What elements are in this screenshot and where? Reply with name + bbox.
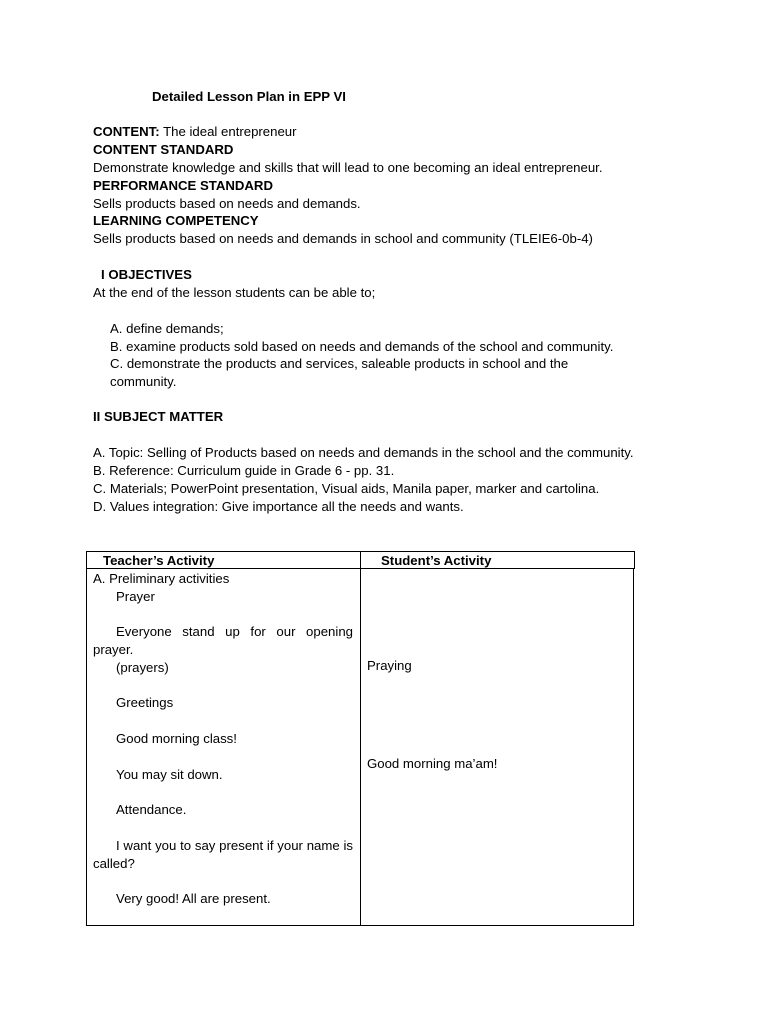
teacher-prayer: Prayer <box>116 589 155 604</box>
content-label: CONTENT: <box>93 124 160 139</box>
objective-item-continued: community. <box>110 374 177 389</box>
student-good-morning-reply: Good morning ma’am! <box>367 756 498 771</box>
activity-table <box>86 551 635 926</box>
learning-competency-text: Sells products based on needs and demands in school and community (TLEIE6-0b-4) <box>93 231 593 246</box>
teacher-preliminary: A. Preliminary activities <box>93 571 230 586</box>
subject-matter-item: D. Values integration: Give importance all the needs and wants. <box>93 499 464 514</box>
table-header-divider <box>360 551 361 569</box>
performance-standard-text: Sells products based on needs and demands. <box>93 196 361 211</box>
objective-item: A. define demands; <box>110 321 224 336</box>
teacher-greetings: Greetings <box>116 695 174 710</box>
header-student-activity: Student’s Activity <box>381 553 492 568</box>
performance-standard-heading: PERFORMANCE STANDARD <box>93 178 273 193</box>
subject-matter-heading: II SUBJECT MATTER <box>93 409 224 424</box>
content-value: The ideal entrepreneur <box>163 124 297 139</box>
objectives-intro: At the end of the lesson students can be able to; <box>93 285 376 300</box>
objective-item: C. demonstrate the products and services, saleable products in school and the <box>110 356 569 371</box>
subject-matter-item: A. Topic: Selling of Products based on needs and demands in the school and the community. <box>93 445 634 460</box>
teacher-good-morning: Good morning class! <box>116 731 237 746</box>
teacher-attendance: Attendance. <box>116 802 187 817</box>
objectives-heading: I OBJECTIVES <box>101 267 192 282</box>
teacher-prayers: (prayers) <box>116 660 169 675</box>
header-teacher-activity: Teacher’s Activity <box>103 553 215 568</box>
objective-item: B. examine products sold based on needs and demands of the school and community. <box>110 339 614 354</box>
subject-matter-item: C. Materials; PowerPoint presentation, Visual aids, Manila paper, marker and cartolina. <box>93 481 600 496</box>
teacher-say-present: I want you to say present if your name is called? <box>93 838 353 871</box>
learning-competency-heading: LEARNING COMPETENCY <box>93 213 259 228</box>
table-column-divider <box>360 569 361 926</box>
content-standard-heading: CONTENT STANDARD <box>93 142 234 157</box>
teacher-sit-down: You may sit down. <box>116 767 223 782</box>
subject-matter-item: B. Reference: Curriculum guide in Grade 6 - pp. 31. <box>93 463 395 478</box>
student-praying: Praying <box>367 658 412 673</box>
document-title: Detailed Lesson Plan in EPP VI <box>152 89 346 104</box>
content-standard-text: Demonstrate knowledge and skills that will lead to one becoming an ideal entrepreneur. <box>93 160 603 175</box>
teacher-stand-up: Everyone stand up for our opening prayer. <box>93 624 353 657</box>
content-line <box>93 123 297 141</box>
teacher-very-good: Very good! All are present. <box>116 891 271 906</box>
